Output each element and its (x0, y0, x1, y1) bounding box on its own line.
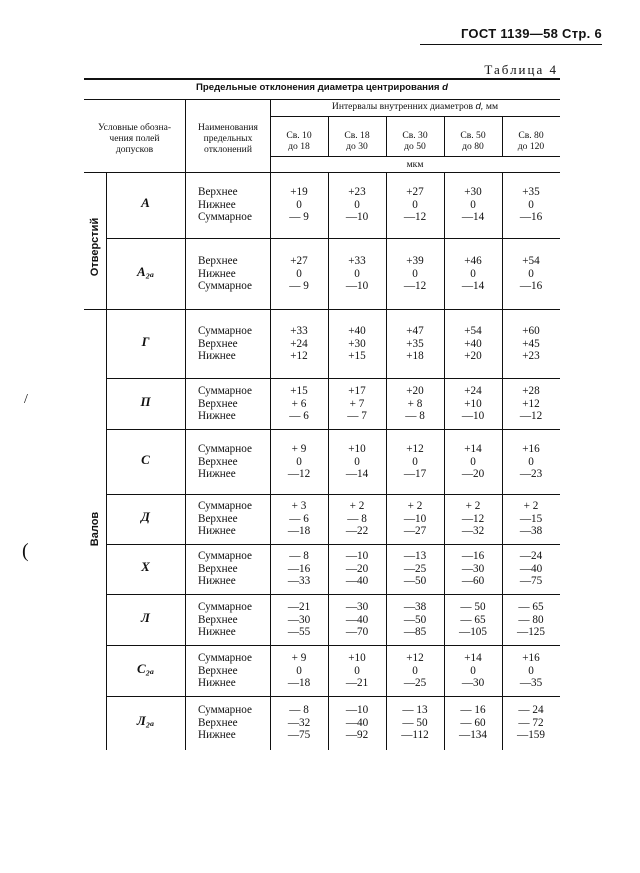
deviation-value: —23 (519, 468, 543, 480)
deviation-value: + 8 (407, 397, 423, 410)
deviation-value: — 65 (518, 601, 544, 613)
col-header-unit: мкм (406, 159, 424, 170)
value-cell (328, 704, 386, 742)
deviation-value: 0 (354, 198, 360, 211)
deviation-value: 0 (296, 664, 302, 677)
deviation-name: Нижнее (198, 729, 236, 741)
deviation-value: —14 (461, 280, 485, 292)
deviation-value: + 2 (523, 500, 539, 512)
deviation-name: Суммарное (198, 652, 252, 664)
deviation-value: —12 (287, 468, 311, 480)
deviation-names (198, 255, 252, 293)
deviation-value: —10 (461, 410, 485, 422)
value-cell (328, 550, 386, 588)
deviation-value: +60 (522, 325, 540, 337)
deviation-value: —32 (287, 716, 311, 729)
deviation-value: +30 (348, 337, 366, 350)
deviation-value: — 13 (402, 704, 428, 716)
deviation-value: + 2 (407, 500, 423, 512)
tolerance-table (84, 78, 560, 750)
deviation-value: —10 (345, 211, 369, 223)
group-label-shafts: Валов (89, 511, 101, 547)
deviation-name: Верхнее (198, 186, 238, 198)
deviation-value: —105 (459, 626, 487, 638)
deviation-value: —10 (403, 512, 427, 525)
deviation-value: 0 (470, 198, 476, 211)
deviation-value: — 9 (289, 211, 309, 223)
deviation-value: —16 (287, 562, 311, 575)
range-header-line: до 120 (517, 141, 545, 152)
deviation-names (198, 652, 252, 690)
header-rule (420, 44, 602, 45)
deviation-value: +12 (406, 443, 424, 455)
deviation-value: —85 (403, 626, 427, 638)
deviation-value: + 9 (291, 652, 307, 664)
deviation-names (198, 601, 252, 639)
deviation-value: —21 (287, 601, 311, 613)
deviation-value: —35 (519, 677, 543, 689)
deviation-name: Верхнее (198, 397, 238, 410)
row-rule (106, 309, 560, 310)
row-rule (106, 378, 560, 379)
row-rule (106, 429, 560, 430)
value-cell (328, 652, 386, 690)
deviation-name: Суммарное (198, 385, 252, 397)
deviation-value: +23 (348, 186, 366, 198)
deviation-value: +20 (406, 385, 424, 397)
deviation-value: 0 (354, 267, 360, 280)
deviation-name: Нижнее (198, 198, 236, 211)
deviation-name: Суммарное (198, 601, 252, 613)
value-cell (502, 325, 560, 363)
intervals-rule (270, 116, 560, 117)
value-cell (502, 500, 560, 538)
deviation-value: —14 (345, 468, 369, 480)
deviation-value: +27 (290, 255, 308, 267)
deviation-value: +18 (406, 350, 424, 362)
deviation-value: +17 (348, 385, 366, 397)
header-bottom-rule (84, 172, 560, 173)
deviation-value: —12 (461, 512, 485, 525)
deviation-name: Суммарное (198, 211, 252, 223)
deviation-name: Нижнее (198, 677, 236, 689)
deviation-value: —112 (401, 729, 429, 741)
deviation-value: + 2 (465, 500, 481, 512)
row-rule (106, 645, 560, 646)
range-header (386, 130, 444, 152)
value-cell (502, 443, 560, 481)
ranges-bottom-rule (270, 156, 560, 157)
deviation-value: —40 (345, 613, 369, 626)
deviation-name: Нижнее (198, 626, 236, 638)
field-symbol: A (141, 195, 150, 210)
deviation-value: +54 (464, 325, 482, 337)
deviation-value: + 3 (291, 500, 307, 512)
deviation-value: — 9 (289, 280, 309, 292)
deviation-value: +24 (290, 337, 308, 350)
value-cell (328, 443, 386, 481)
deviation-name: Верхнее (198, 512, 238, 525)
deviation-names (198, 704, 252, 742)
row-rule (106, 494, 560, 495)
value-cell (386, 443, 444, 481)
deviation-value: —55 (287, 626, 311, 638)
deviation-value: —40 (519, 562, 543, 575)
deviation-names (198, 325, 252, 363)
deviation-value: +10 (348, 443, 366, 455)
deviation-value: 0 (412, 455, 418, 468)
deviation-value: +10 (348, 652, 366, 664)
value-cell (270, 652, 328, 690)
deviation-value: —10 (345, 280, 369, 292)
deviation-name: Нижнее (198, 468, 236, 480)
col-divider (185, 99, 186, 750)
deviation-value: — 6 (289, 512, 309, 525)
value-cell (386, 385, 444, 423)
range-header (502, 130, 560, 152)
deviation-value: +28 (522, 385, 540, 397)
deviation-value: + 2 (349, 500, 365, 512)
range-header-line: до 80 (462, 141, 484, 152)
range-header (328, 130, 386, 152)
value-cell (444, 443, 502, 481)
deviation-value: —30 (345, 601, 369, 613)
deviation-value: —16 (461, 550, 485, 562)
deviation-value: —30 (461, 562, 485, 575)
table-caption: Таблица 4 (484, 62, 558, 77)
field-symbol: X (141, 559, 150, 574)
col-header-fields: Условные обозна- чения полей допусков (97, 122, 172, 155)
value-cell (270, 704, 328, 742)
value-cell (444, 601, 502, 639)
value-cell (444, 652, 502, 690)
value-cell (386, 325, 444, 363)
deviation-value: +40 (464, 337, 482, 350)
deviation-value: — 8 (289, 550, 309, 562)
value-cell (386, 550, 444, 588)
deviation-name: Верхнее (198, 613, 238, 626)
group-label-holes: Отверстий (89, 217, 101, 277)
value-cell (328, 186, 386, 224)
field-symbol: П (140, 393, 151, 409)
value-cell (386, 500, 444, 538)
deviation-value: +47 (406, 325, 424, 337)
deviation-value: — 72 (518, 716, 544, 729)
deviation-name: Суммарное (198, 443, 252, 455)
deviation-names (198, 186, 252, 224)
deviation-value: — 16 (460, 704, 486, 716)
deviation-value: —92 (345, 729, 369, 741)
deviation-value: —50 (403, 575, 427, 587)
value-cell (444, 186, 502, 224)
row-rule (106, 594, 560, 595)
deviation-value: —17 (403, 468, 427, 480)
scan-mark: / (24, 392, 28, 407)
deviation-value: +10 (464, 397, 482, 410)
deviation-value: —10 (345, 704, 369, 716)
deviation-name: Суммарное (198, 550, 252, 562)
range-header-line: Св. 80 (518, 130, 544, 141)
deviation-name: Верхнее (198, 562, 238, 575)
deviation-value: +12 (290, 350, 308, 362)
deviation-value: — 50 (402, 716, 428, 729)
deviation-value: +35 (522, 186, 540, 198)
deviation-value: —60 (461, 575, 485, 587)
deviation-value: —18 (287, 677, 311, 689)
value-cell (444, 255, 502, 293)
deviation-value: — 80 (518, 613, 544, 626)
table-top-rule (84, 78, 560, 80)
value-cell (328, 385, 386, 423)
page-header: ГОСТ 1139—58 Стр. 6 (460, 26, 602, 41)
deviation-value: — 60 (460, 716, 486, 729)
deviation-value: +12 (406, 652, 424, 664)
deviation-names (198, 550, 252, 588)
deviation-name: Нижнее (198, 267, 236, 280)
deviation-value: — 7 (347, 410, 367, 422)
range-header (270, 130, 328, 152)
deviation-value: 0 (528, 198, 534, 211)
deviation-value: —30 (287, 613, 311, 626)
range-header-line: Св. 50 (460, 130, 486, 141)
deviation-value: 0 (470, 664, 476, 677)
deviation-value: 0 (470, 267, 476, 280)
deviation-name: Нижнее (198, 575, 236, 587)
deviation-value: — 8 (405, 410, 425, 422)
deviation-value: —20 (345, 562, 369, 575)
deviation-value: —38 (519, 525, 543, 537)
deviation-value: —16 (519, 211, 543, 223)
deviation-value: +19 (290, 186, 308, 198)
deviation-value: +23 (522, 350, 540, 362)
deviation-value: —15 (519, 512, 543, 525)
deviation-value: +16 (522, 652, 540, 664)
deviation-value: —12 (403, 211, 427, 223)
field-symbol: Г (141, 333, 150, 349)
value-cell (270, 500, 328, 538)
deviation-value: —70 (345, 626, 369, 638)
title-rule (84, 99, 560, 100)
deviation-value: 0 (470, 455, 476, 468)
field-symbol: С₂ₐ (136, 660, 155, 676)
value-cell (270, 255, 328, 293)
value-cell (270, 601, 328, 639)
deviation-name: Нижнее (198, 525, 236, 537)
value-cell (386, 601, 444, 639)
deviation-name: Суммарное (198, 500, 252, 512)
value-cell (444, 550, 502, 588)
deviation-value: +24 (464, 385, 482, 397)
value-cell (444, 385, 502, 423)
deviation-value: —25 (403, 677, 427, 689)
deviation-value: —30 (461, 677, 485, 689)
value-cell (270, 443, 328, 481)
deviation-value: — 6 (289, 410, 309, 422)
field-symbol: С (141, 451, 150, 467)
deviation-names (198, 385, 252, 423)
deviation-value: +16 (522, 443, 540, 455)
value-cell (270, 325, 328, 363)
value-cell (444, 704, 502, 742)
deviation-value: +46 (464, 255, 482, 267)
deviation-name: Суммарное (198, 280, 252, 292)
deviation-name: Верхнее (198, 455, 238, 468)
range-header-line: до 50 (404, 141, 426, 152)
value-cell (328, 255, 386, 293)
deviation-value: —21 (345, 677, 369, 689)
range-header-line: Св. 18 (344, 130, 370, 141)
deviation-value: + 6 (291, 397, 307, 410)
deviation-value: 0 (528, 455, 534, 468)
deviation-value: —75 (287, 729, 311, 741)
deviation-value: +45 (522, 337, 540, 350)
value-cell (328, 500, 386, 538)
value-cell (270, 550, 328, 588)
deviation-value: — 8 (289, 704, 309, 716)
deviation-value: — 50 (460, 601, 486, 613)
deviation-name: Верхнее (198, 664, 238, 677)
deviation-value: +40 (348, 325, 366, 337)
range-header-line: Св. 10 (286, 130, 312, 141)
deviation-value: —25 (403, 562, 427, 575)
deviation-value: 0 (296, 198, 302, 211)
deviation-value: —134 (459, 729, 487, 741)
deviation-value: +12 (522, 397, 540, 410)
deviation-value: — 8 (347, 512, 367, 525)
field-symbol: Л (141, 609, 150, 625)
deviation-value: +15 (290, 385, 308, 397)
value-cell (328, 601, 386, 639)
value-cell (386, 186, 444, 224)
deviation-value: + 7 (349, 397, 365, 410)
deviation-name: Нижнее (198, 410, 236, 422)
col-header-intervals: Интервалы внутренних диаметров d, мм (331, 101, 499, 112)
field-symbol: Д (141, 509, 150, 524)
deviation-value: 0 (296, 455, 302, 468)
value-cell (502, 601, 560, 639)
deviation-names (198, 443, 252, 481)
deviation-value: 0 (296, 267, 302, 280)
value-cell (502, 550, 560, 588)
field-symbol: A₂ₐ (136, 263, 155, 279)
deviation-value: —50 (403, 613, 427, 626)
deviation-value: +35 (406, 337, 424, 350)
deviation-value: —24 (519, 550, 543, 562)
group-divider (84, 309, 106, 310)
range-header (444, 130, 502, 152)
deviation-value: +33 (290, 325, 308, 337)
deviation-value: 0 (354, 455, 360, 468)
table-title: Предельные отклонения диаметра центрирования d (196, 82, 448, 93)
deviation-name: Суммарное (198, 704, 252, 716)
value-cell (502, 186, 560, 224)
row-rule (106, 544, 560, 545)
deviation-value: + 9 (291, 443, 307, 455)
value-cell (270, 186, 328, 224)
deviation-value: 0 (412, 198, 418, 211)
deviation-value: 0 (528, 664, 534, 677)
deviation-value: —20 (461, 468, 485, 480)
deviation-name: Верхнее (198, 337, 238, 350)
deviation-value: —14 (461, 211, 485, 223)
deviation-value: —13 (403, 550, 427, 562)
deviation-value: — 65 (460, 613, 486, 626)
deviation-value: —40 (345, 575, 369, 587)
deviation-value: —18 (287, 525, 311, 537)
value-cell (386, 704, 444, 742)
deviation-value: +33 (348, 255, 366, 267)
col-header-names: Наименования предельных отклонений (198, 122, 258, 155)
deviation-value: —40 (345, 716, 369, 729)
deviation-value: —32 (461, 525, 485, 537)
deviation-value: —22 (345, 525, 369, 537)
value-cell (502, 255, 560, 293)
deviation-value: 0 (412, 267, 418, 280)
deviation-value: —12 (403, 280, 427, 292)
deviation-value: 0 (412, 664, 418, 677)
deviation-value: —16 (519, 280, 543, 292)
deviation-value: +20 (464, 350, 482, 362)
row-rule (106, 696, 560, 697)
value-cell (328, 325, 386, 363)
deviation-value: —10 (345, 550, 369, 562)
field-symbol: Л₂ₐ (136, 713, 155, 728)
range-header-line: Св. 30 (402, 130, 428, 141)
deviation-value: +30 (464, 186, 482, 198)
value-cell (270, 385, 328, 423)
deviation-name: Верхнее (198, 716, 238, 729)
deviation-value: +14 (464, 443, 482, 455)
deviation-name: Нижнее (198, 350, 236, 362)
value-cell (386, 652, 444, 690)
deviation-value: 0 (354, 664, 360, 677)
value-cell (502, 385, 560, 423)
deviation-value: — 24 (518, 704, 544, 716)
deviation-value: —12 (519, 410, 543, 422)
value-cell (502, 652, 560, 690)
range-header-line: до 18 (288, 141, 310, 152)
deviation-value: —27 (403, 525, 427, 537)
deviation-name: Верхнее (198, 255, 238, 267)
deviation-name: Суммарное (198, 325, 252, 337)
deviation-value: —33 (287, 575, 311, 587)
value-cell (386, 255, 444, 293)
deviation-value: —38 (403, 601, 427, 613)
value-cell (444, 325, 502, 363)
deviation-value: +15 (348, 350, 366, 362)
range-header-line: до 30 (346, 141, 368, 152)
value-cell (502, 704, 560, 742)
deviation-value: —75 (519, 575, 543, 587)
deviation-value: 0 (528, 267, 534, 280)
deviation-names (198, 500, 252, 538)
deviation-value: +14 (464, 652, 482, 664)
scan-mark: ( (22, 540, 29, 562)
deviation-value: +27 (406, 186, 424, 198)
deviation-value: +54 (522, 255, 540, 267)
row-rule (106, 238, 560, 239)
deviation-value: +39 (406, 255, 424, 267)
deviation-value: —125 (517, 626, 545, 638)
value-cell (444, 500, 502, 538)
deviation-value: —159 (517, 729, 545, 741)
